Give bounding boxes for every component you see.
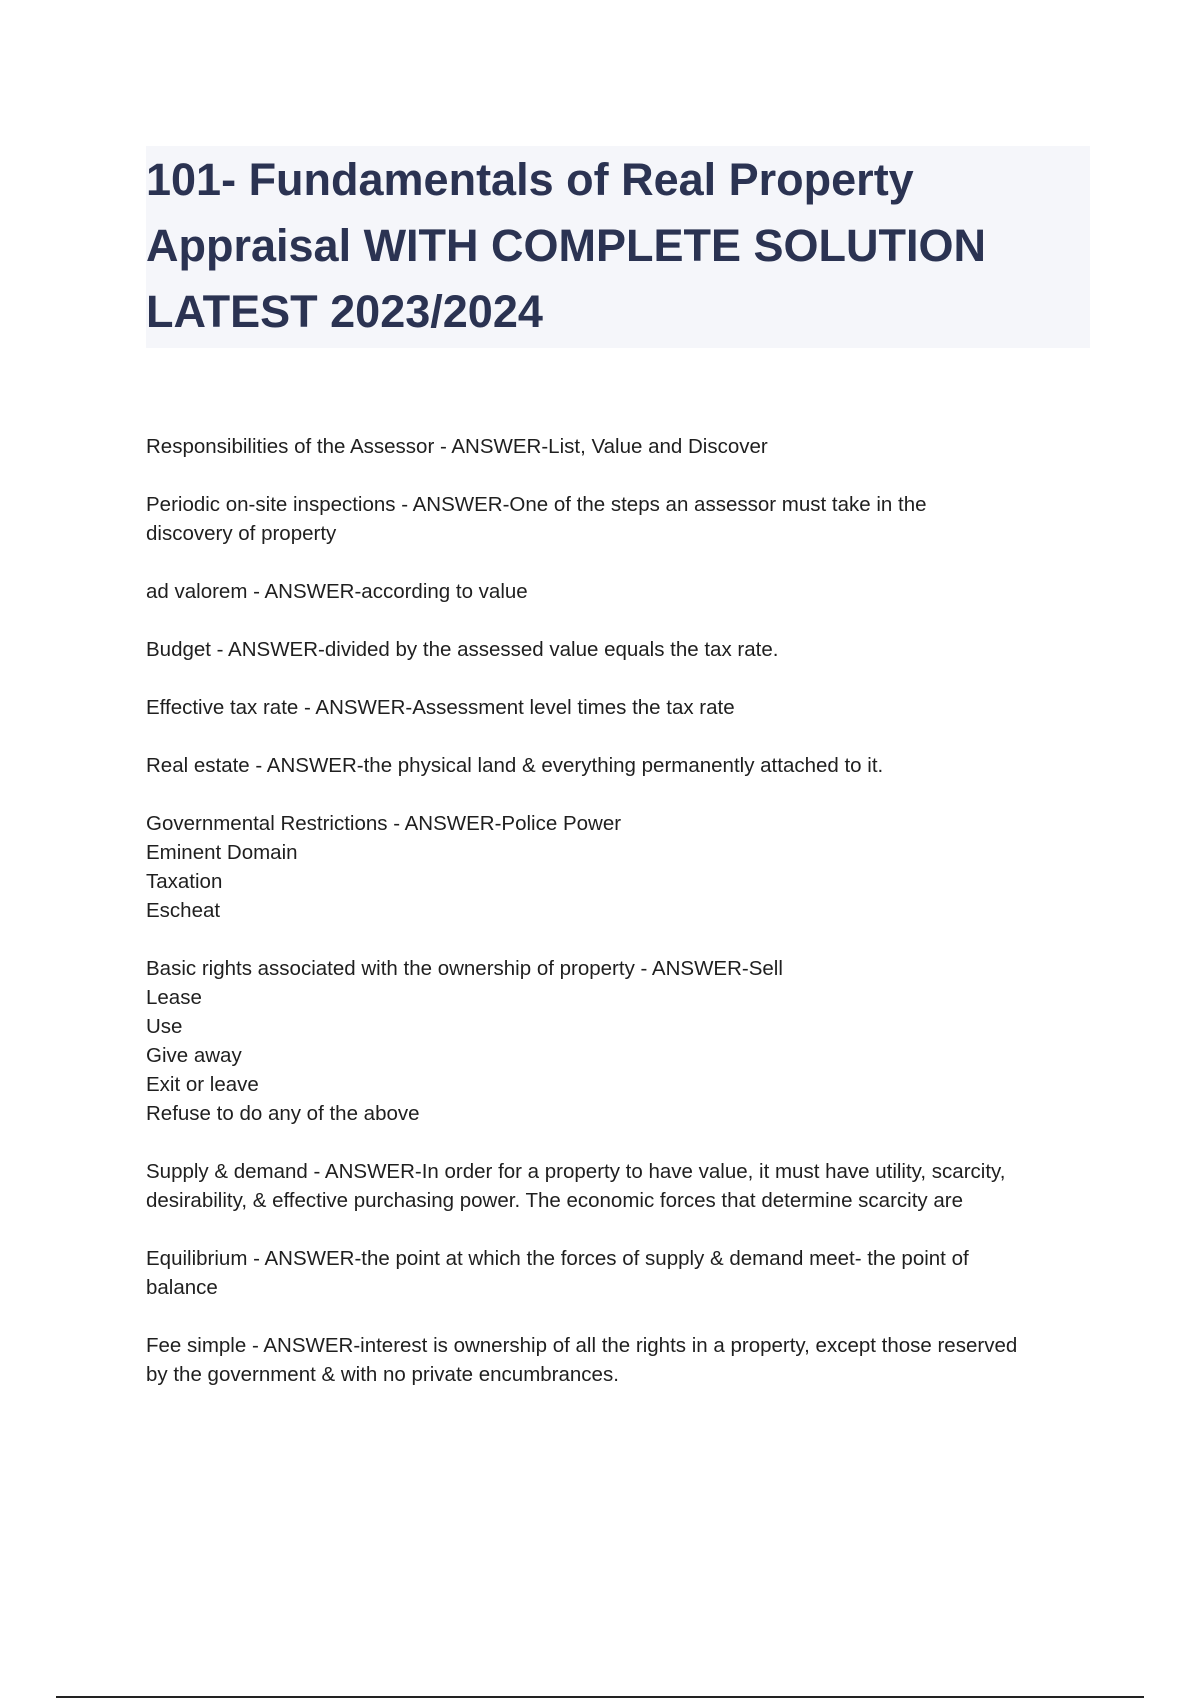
entry-line: Fee simple - ANSWER-interest is ownership of all the rights in a property, except those reserved: [146, 1334, 1018, 1357]
entry-line: Taxation: [146, 870, 223, 893]
entry-line: Supply & demand - ANSWER-In order for a property to have value, it must have utility, scarcity,: [146, 1160, 1006, 1183]
entry-line: Responsibilities of the Assessor - ANSWER-List, Value and Discover: [146, 435, 768, 458]
qa-entry-supply-demand: [146, 1157, 1096, 1215]
entry-line: balance: [146, 1276, 218, 1299]
entry-line: Give away: [146, 1044, 242, 1067]
entry-line: desirability, & effective purchasing power. The economic forces that determine scarcity are: [146, 1189, 963, 1212]
entry-line: Governmental Restrictions - ANSWER-Police Power: [146, 812, 622, 835]
entry-line: ad valorem - ANSWER-according to value: [146, 580, 528, 603]
entry-line: Use: [146, 1015, 183, 1038]
entry-line: by the government & with no private encumbrances.: [146, 1363, 619, 1386]
title-box: [146, 146, 1090, 348]
qa-entry-real-estate: [146, 751, 1096, 780]
entry-line: discovery of property: [146, 522, 337, 545]
entry-line: Effective tax rate - ANSWER-Assessment level times the tax rate: [146, 696, 735, 719]
entry-line: Periodic on-site inspections - ANSWER-One of the steps an assessor must take in the: [146, 493, 927, 516]
qa-entry-fee-simple: [146, 1331, 1096, 1389]
entry-line: Basic rights associated with the ownership of property - ANSWER-Sell: [146, 957, 783, 980]
entry-line: Exit or leave: [146, 1073, 259, 1096]
entry-line: Equilibrium - ANSWER-the point at which the forces of supply & demand meet- the point of: [146, 1247, 969, 1270]
document-title: 101- Fundamentals of Real Property Appraisal WITH COMPLETE SOLUTION LATEST 2023/2024: [146, 154, 987, 337]
entry-line: Escheat: [146, 899, 221, 922]
qa-entry-equilibrium: [146, 1244, 1096, 1302]
qa-entry-assessor-responsibilities: [146, 432, 1096, 461]
footer-divider: [56, 1696, 1144, 1698]
entry-line: Budget - ANSWER-divided by the assessed value equals the tax rate.: [146, 638, 779, 661]
entry-line: Eminent Domain: [146, 841, 298, 864]
qa-entry-governmental-restrictions: [146, 809, 1096, 925]
entry-line: Refuse to do any of the above: [146, 1102, 420, 1125]
qa-entry-onsite-inspections: [146, 490, 1096, 548]
qa-entry-budget: [146, 635, 1096, 664]
qa-entry-effective-tax-rate: [146, 693, 1096, 722]
qa-list: [146, 432, 1096, 1418]
entry-line: Real estate - ANSWER-the physical land & everything permanently attached to it.: [146, 754, 884, 777]
qa-entry-ad-valorem: [146, 577, 1096, 606]
entry-line: Lease: [146, 986, 202, 1009]
qa-entry-ownership-rights: [146, 954, 1096, 1128]
